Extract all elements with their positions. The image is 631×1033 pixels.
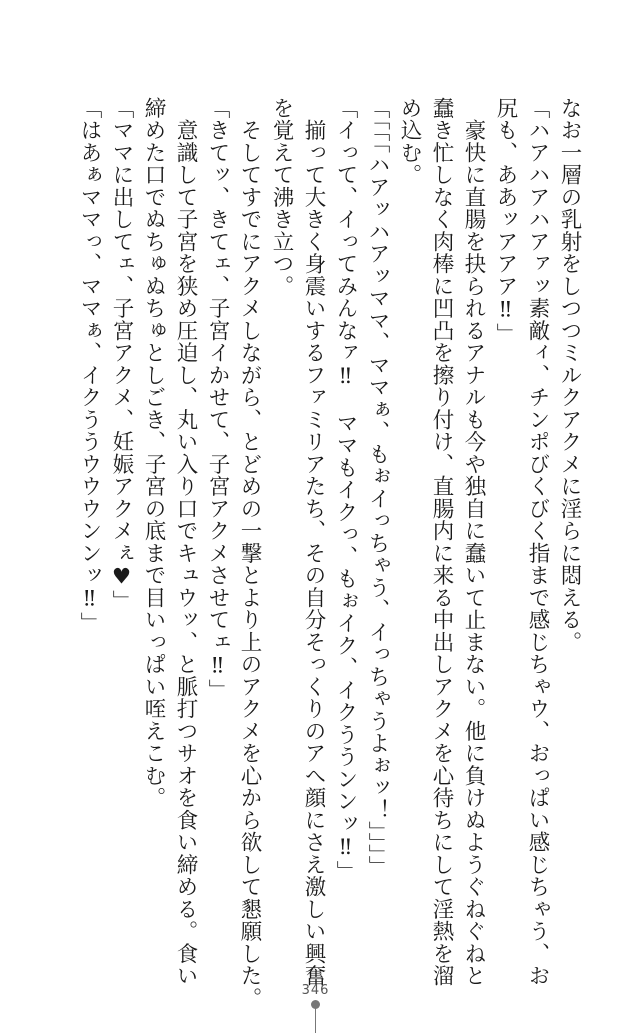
text-line: 蠢き忙しなく肉棒に凹凸を擦り付け、直腸内に来る中出しアクメを心待ちにして淫熱を溜 bbox=[429, 97, 454, 987]
vertical-text-body bbox=[73, 97, 585, 1010]
text-line: 「はあぁママっ、ママぁ、イクううウウウンンッ‼」 bbox=[77, 97, 102, 635]
text-line: 揃って大きく身震いするファミリアたち、その自分そっくりのアへ顔にさえ激しい興奮 bbox=[301, 97, 326, 987]
text-line: 「ママに出してェ、子宮アクメ、妊娠アクメぇ♥」 bbox=[109, 97, 134, 613]
text-line: 締めた口でぬちゅぬちゅとしごき、子宮の底まで目いっぱい咥えこむ。 bbox=[141, 97, 166, 809]
text-line: 「きてッ、きてェ、子宮イかせて、子宮アクメさせてェ‼」 bbox=[205, 97, 230, 702]
ornament-line bbox=[315, 1008, 316, 1033]
text-line: め込む。 bbox=[397, 97, 422, 186]
text-line: 尻も、ああッアアア‼」 bbox=[493, 97, 518, 346]
text-line: 「「「「ハアッハアッママ、ママぁ、もぉイっちゃう、イっちゃうよぉッ！」」」」 bbox=[365, 97, 390, 878]
text-line: そしてすでにアクメしながら、とどめの一撃とより上のアクメを心から欲して懇願した。 bbox=[237, 97, 262, 1010]
page-number: 346 bbox=[301, 983, 330, 998]
text-line: 「ハアハアハアァッ素敵ィ、チンポびくびく指まで感じちゃウ、おっぱい感じちゃう、お bbox=[525, 97, 550, 987]
text-line: を覚えて沸き立つ。 bbox=[269, 97, 294, 298]
page-ornament bbox=[309, 1000, 323, 1033]
text-line: なお一層の乳射をしつつミルクアクメに淫らに悶える。 bbox=[557, 97, 582, 654]
text-line: 意識して子宮を狭め圧迫し、丸い入り口でキュウッ、と脈打つサオを食い締める。食い bbox=[173, 97, 198, 987]
text-line: 「イって、イってみんなァ‼ ママもイクっ、もぉイク、イクううンンッ‼」 bbox=[333, 97, 358, 883]
text-line: 豪快に直腸を抉られるアナルも今や独自に蠢いて止まない。他に負けぬようぐねぐねと bbox=[461, 97, 486, 987]
